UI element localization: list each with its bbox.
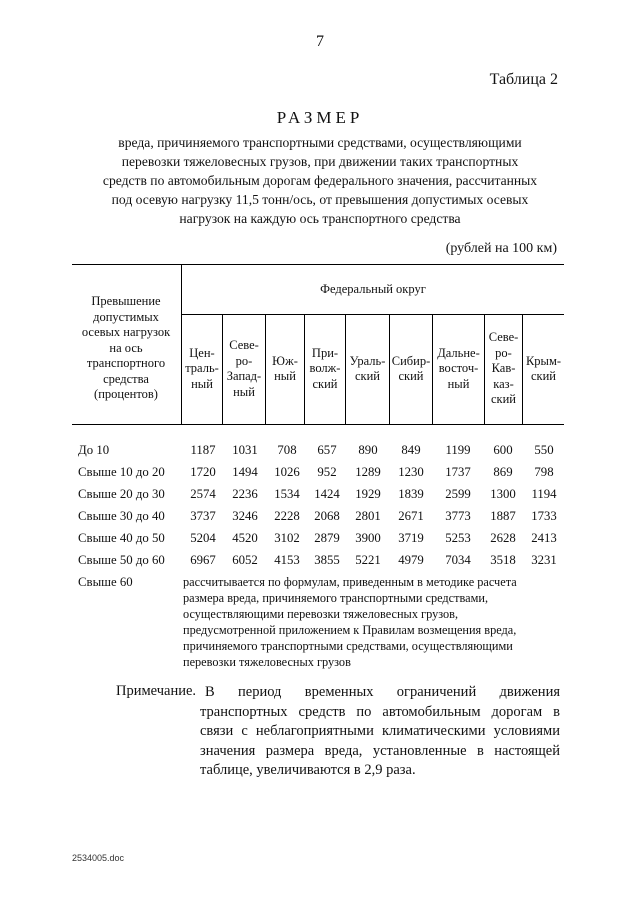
table-cell: 3102 bbox=[274, 531, 300, 545]
region-header-crimea: Крым- ский bbox=[525, 353, 562, 383]
header-bottom-border bbox=[72, 424, 564, 425]
table-cell: 3900 bbox=[355, 531, 381, 545]
table-cell: 1300 bbox=[490, 487, 516, 501]
table-cell: 1199 bbox=[445, 443, 471, 457]
note-text: В период временных ограничений движения транспортных средств по автомобильным дорогам в связи с неблагоприятными климатическими условиями значения размера вреда, установленные в настоящей таблице, увеличиваются в 2,9 раза. bbox=[200, 684, 560, 778]
document-title: РАЗМЕР bbox=[276, 108, 364, 127]
formula-line: размера вреда, причиняемого транспортными средствами, bbox=[183, 591, 489, 605]
table-cell: 3719 bbox=[398, 531, 424, 545]
table-cell: 890 bbox=[358, 443, 378, 457]
table-cell: 1230 bbox=[398, 465, 424, 479]
formula-line: предусмотренной приложением к Правилам возмещения вреда, bbox=[183, 623, 517, 637]
table-cell: 3518 bbox=[490, 553, 516, 567]
table-cell: 600 bbox=[493, 443, 513, 457]
table-label: Таблица 2 bbox=[489, 71, 558, 88]
table-cell: 5221 bbox=[355, 553, 381, 567]
table-cell: 1737 bbox=[445, 465, 471, 479]
table-cell: 5204 bbox=[190, 531, 216, 545]
table-cell: 3231 bbox=[531, 553, 557, 567]
unit-label: (рублей на 100 км) bbox=[445, 241, 557, 256]
table-cell: 1929 bbox=[355, 487, 381, 501]
table-cell: 6967 bbox=[190, 553, 216, 567]
region-header-northwest: Севе- ро- Запад- ный bbox=[226, 338, 262, 399]
table-header bbox=[72, 264, 564, 425]
region-header-volga: При- волж- ский bbox=[309, 345, 341, 391]
table-cell: 4979 bbox=[398, 553, 424, 567]
region-header-fareast: Дальне- восточ- ный bbox=[437, 345, 480, 391]
table-cell: 2413 bbox=[531, 531, 557, 545]
table-cell: 1534 bbox=[274, 487, 300, 501]
table-cell: 657 bbox=[317, 443, 337, 457]
table-cell: 3737 bbox=[190, 509, 216, 523]
table-cell: 849 bbox=[401, 443, 421, 457]
note-label: Примечание. bbox=[116, 683, 197, 699]
table-cell: 5253 bbox=[445, 531, 471, 545]
header-top-border bbox=[72, 264, 564, 265]
table-cell: 798 bbox=[534, 465, 554, 479]
table-row-label: Свыше 20 до 30 bbox=[78, 487, 165, 501]
subtitle-line: нагрузок на каждую ось транспортного средства bbox=[179, 211, 461, 226]
table-cell: 869 bbox=[493, 465, 513, 479]
subtitle-line: вреда, причиняемого транспортными средствами, осуществляющими bbox=[118, 135, 522, 150]
table-cell: 1026 bbox=[274, 465, 300, 479]
table-row-label: Свыше 50 до 60 bbox=[78, 553, 165, 567]
table-cell: 4520 bbox=[232, 531, 258, 545]
table-row-label: Свыше 30 до 40 bbox=[78, 509, 165, 523]
table-cell: 2068 bbox=[314, 509, 340, 523]
table-cell: 952 bbox=[317, 465, 337, 479]
table-cell: 1031 bbox=[232, 443, 258, 457]
table-cell: 3855 bbox=[314, 553, 340, 567]
footer-filename: 2534005.doc bbox=[72, 853, 125, 863]
formula-line: рассчитывается по формулам, приведенным в методике расчета bbox=[183, 575, 517, 589]
region-header-siberia: Сибир- ский bbox=[391, 353, 431, 383]
table-cell: 550 bbox=[534, 443, 554, 457]
table-cell: 1733 bbox=[531, 509, 557, 523]
table-cell: 2628 bbox=[490, 531, 516, 545]
table-row-label: Свыше 10 до 20 bbox=[78, 465, 165, 479]
table-row-label: Свыше 40 до 50 bbox=[78, 531, 165, 545]
table-cell: 1289 bbox=[355, 465, 381, 479]
document-subtitle bbox=[70, 133, 570, 228]
page-number: 7 bbox=[316, 33, 324, 50]
table-cell: 1720 bbox=[190, 465, 216, 479]
table-cell: 2879 bbox=[314, 531, 340, 545]
table-cell: 4153 bbox=[274, 553, 300, 567]
region-header-south: Юж- ный bbox=[272, 353, 298, 383]
table-row-label: Свыше 60 bbox=[78, 575, 133, 589]
table-cell: 1839 bbox=[398, 487, 424, 501]
table-cell: 6052 bbox=[232, 553, 258, 567]
table-row-label: До 10 bbox=[78, 443, 110, 457]
table-cell: 1887 bbox=[490, 509, 516, 523]
table-cell: 1424 bbox=[314, 487, 340, 501]
table-cell: 3773 bbox=[445, 509, 471, 523]
table-cell: 1194 bbox=[531, 487, 557, 501]
table-cell: 7034 bbox=[445, 553, 471, 567]
region-header-ural: Ураль- ский bbox=[349, 353, 386, 383]
table-cell: 3246 bbox=[232, 509, 258, 523]
formula-note bbox=[183, 574, 563, 670]
table-cell: 2599 bbox=[445, 487, 471, 501]
table-cell: 1187 bbox=[190, 443, 216, 457]
row-header: Превышение допустимых осевых нагрузок на ось транспортного средства (процентов) bbox=[81, 294, 171, 401]
subtitle-line: средств по автомобильным дорогам федерального значения, рассчитанных bbox=[102, 173, 538, 188]
table-cell: 2671 bbox=[398, 509, 424, 523]
region-header-central: Цен- траль- ный bbox=[185, 345, 219, 391]
subtitle-line: перевозки тяжеловесных грузов, при движении таких транспортных bbox=[121, 154, 519, 169]
table-cell: 2801 bbox=[355, 509, 381, 523]
table-cell: 2228 bbox=[274, 509, 300, 523]
subtitle-line: под осевую нагрузку 11,5 тонн/ось, от превышения допустимых осевых bbox=[111, 192, 529, 207]
table-cell: 2236 bbox=[232, 487, 258, 501]
table-cell: 2574 bbox=[190, 487, 216, 501]
formula-line: осуществляющими перевозки тяжеловесных грузов, bbox=[183, 607, 459, 621]
group-header: Федеральный округ bbox=[320, 282, 426, 296]
formula-line: причиняемого транспортными средствами, осуществляющими bbox=[183, 639, 513, 653]
region-header-northcaucasus: Севе- ро- Кав- каз- ский bbox=[488, 330, 519, 407]
table-cell: 1494 bbox=[232, 465, 258, 479]
formula-line: перевозки тяжеловесных грузов bbox=[183, 655, 351, 669]
table-cell: 708 bbox=[277, 443, 297, 457]
